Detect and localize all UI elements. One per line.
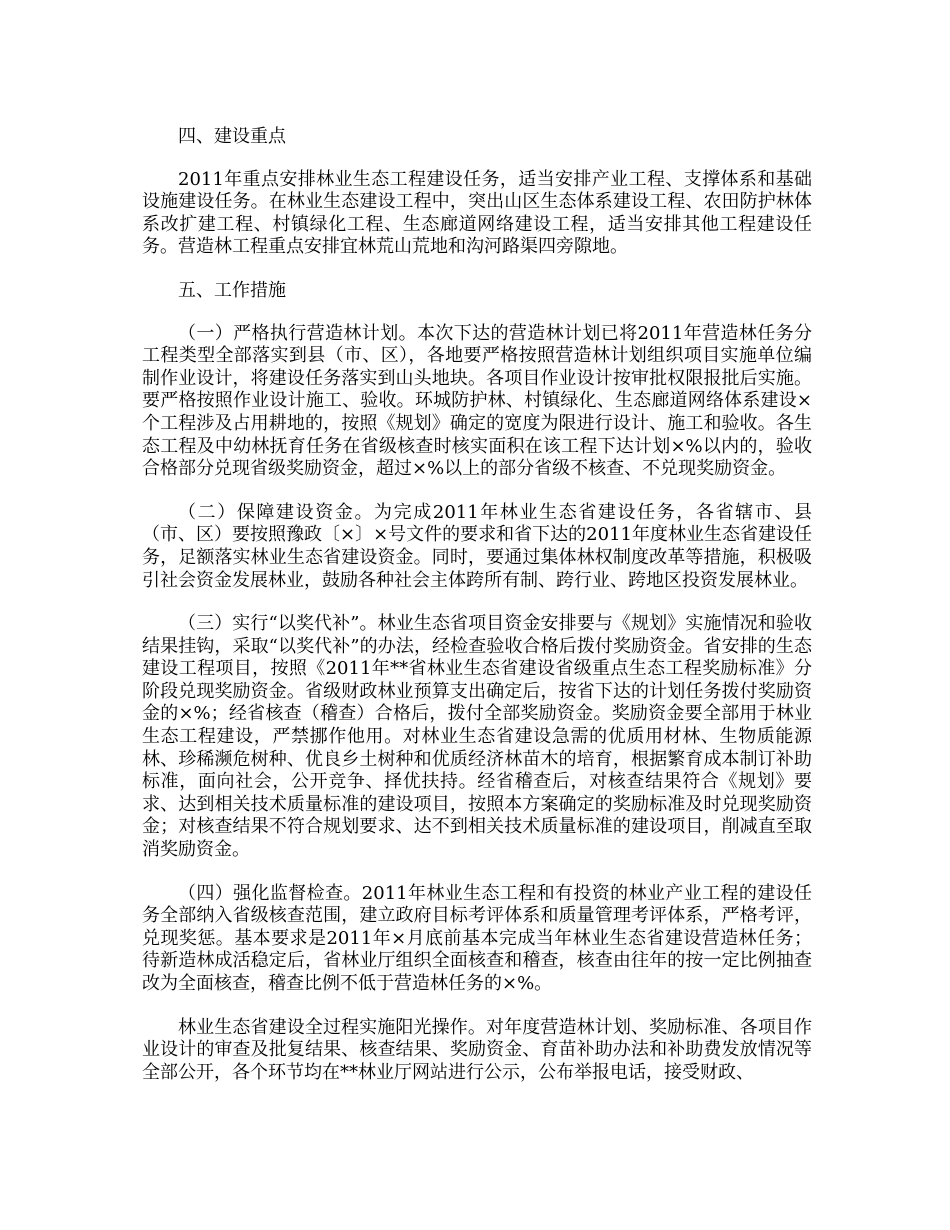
paragraph-plan-execution: （一）严格执行营造林计划。本次下达的营造林计划已将2011年营造林任务分工程类型全部落实到县（市、区），各地要严格按照营造林计划组织项目实施单位编制作业设计，将建设任务落实到山头地块。各项目作业设计按审批权限报批后实施。要严格按照作业设计施工、验收。环城防护林、村镇绿化、生态廊道网络体系建设×个工程涉及占用耕地的，按照《规划》确定的宽度为限进行设计、施工和验收。各生态工程及中幼林抚育任务在省级核查时核实面积在该工程下达计划×%以内的，验收合格部分兑现省级奖励资金，超过×%以上的部分省级不核查、不兑现奖励资金。 <box>142 322 812 480</box>
section-heading-construction-focus: 四、建设重点 <box>178 126 286 147</box>
paragraph-construction-focus: 2011年重点安排林业生态工程建设任务，适当安排产业工程、支撑体系和基础设施建设任务。在林业生态建设工程中，突出山区生态体系建设工程、农田防护林体系改扩建工程、村镇绿化工程、生态廊道网络建设工程，适当安排其他工程建设任务。营造林工程重点安排宜林荒山荒地和沟河路渠四旁隙地。 <box>142 168 812 258</box>
paragraph-supervision-inspection: （四）强化监督检查。2011年林业生态工程和有投资的林业产业工程的建设任务全部纳入省级核查范围，建立政府目标考评体系和质量管理考评体系，严格考评，兑现奖惩。基本要求是2011年×月底前基本完成当年林业生态省建设营造林任务；待新造林成活稳定后，省林业厅组织全面核查和稽查，核查由往年的按一定比例抽查改为全面核查，稽查比例不低于营造林任务的×%。 <box>142 882 812 994</box>
section-heading-work-measures: 五、工作措施 <box>178 279 286 301</box>
document-page <box>142 126 812 1105</box>
paragraph-sunshine-operation: 林业生态省建设全过程实施阳光操作。对年度营造林计划、奖励标准、各项目作业设计的审查及批复结果、核查结果、奖励资金、育苗补助办法和补助费发放情况等全部公开，各个环节均在**林业厅网站进行公示，公布举报电话，接受财政、 <box>142 1016 812 1083</box>
paragraph-reward-instead-of-subsidy: （三）实行“以奖代补”。林业生态省项目资金安排要与《规划》实施情况和验收结果挂钩，采取“以奖代补”的办法，经检查验收合格后拨付奖励资金。省安排的生态建设工程项目，按照《2011年**省林业生态省建设省级重点生态工程奖励标准》分阶段兑现奖励资金。省级财政林业预算支出确定后，按省下达的计划任务拨付奖励资金的×%；经省核查（稽查）合格后，拨付全部奖励资金。奖励资金要全部用于林业生态工程建设，严禁挪作他用。对林业生态省建设急需的优质用材林、生物质能源林、珍稀濒危树种、优良乡土树种和优质经济林苗木的培育，根据繁育成本制订补助标准，面向社会，公开竞争、择优扶持。经省稽查后，对核查结果符合《规划》要求、达到相关技术质量标准的建设项目，按照本方案确定的奖励标准及时兑现奖励资金；对核查结果不符合规划要求、达不到相关技术质量标准的建设项目，削减直至取消奖励资金。 <box>142 613 812 861</box>
paragraph-funding-guarantee: （二）保障建设资金。为完成2011年林业生态省建设任务，各省辖市、县（市、区）要按照豫政〔×〕×号文件的要求和省下达的2011年度林业生态省建设任务，足额落实林业生态省建设资金。同时，要通过集体林权制度改革等措施，积极吸引社会资金发展林业，鼓励各种社会主体跨所有制、跨行业、跨地区投资发展林业。 <box>142 501 812 591</box>
